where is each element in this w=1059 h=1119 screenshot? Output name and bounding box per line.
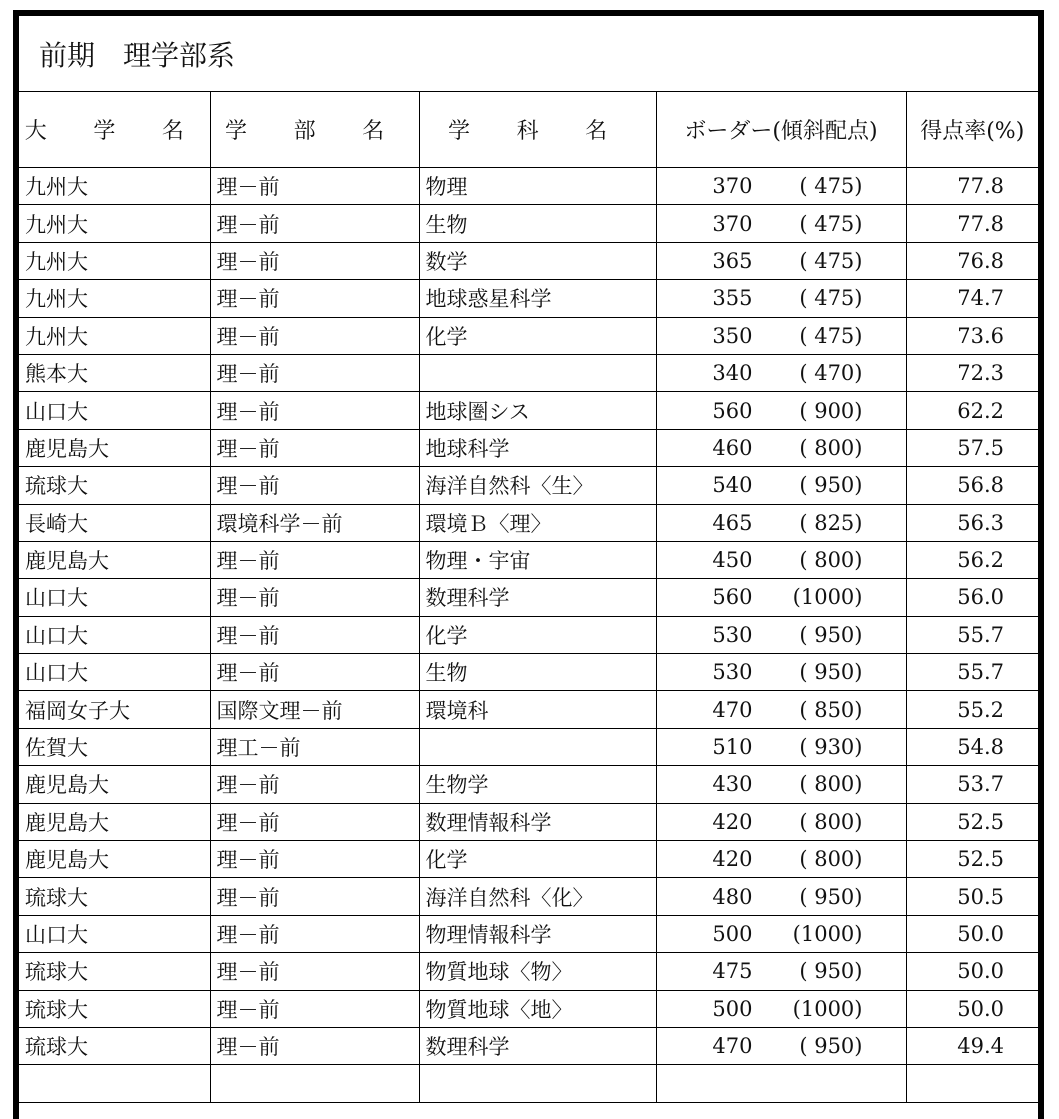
border-score: 470 xyxy=(712,1034,753,1059)
max-score: ( 850) xyxy=(799,697,863,722)
cell-border xyxy=(656,803,906,840)
cell-university: 山口大 xyxy=(19,392,210,429)
cell-border xyxy=(656,579,906,616)
cell-faculty: 理－前 xyxy=(210,205,419,242)
cell-rate: 53.7 xyxy=(906,766,1038,803)
header-department: 学 科 名 xyxy=(419,92,656,168)
max-score: ( 800) xyxy=(799,809,863,834)
border-score: 420 xyxy=(712,809,753,834)
cell-rate: 55.7 xyxy=(906,654,1038,691)
cell-rate: 49.4 xyxy=(906,1027,1038,1064)
border-score: 475 xyxy=(712,959,753,984)
cell-rate: 74.7 xyxy=(906,280,1038,317)
cell-university: 鹿児島大 xyxy=(19,841,210,878)
table-row xyxy=(19,504,1038,541)
max-score: ( 475) xyxy=(799,286,863,311)
cell-university: 鹿児島大 xyxy=(19,803,210,840)
border-score: 465 xyxy=(712,510,753,535)
cell-department: 海洋自然科〈化〉 xyxy=(419,878,656,915)
cell-university: 琉球大 xyxy=(19,467,210,504)
cell-faculty: 理－前 xyxy=(210,841,419,878)
cell-rate: 54.8 xyxy=(906,728,1038,765)
table-row xyxy=(19,205,1038,242)
cell-rate: 76.8 xyxy=(906,242,1038,279)
cell-border xyxy=(656,354,906,391)
table-row xyxy=(19,579,1038,616)
cell-university: 山口大 xyxy=(19,654,210,691)
cell-department: 生物学 xyxy=(419,766,656,803)
cell-faculty: 理－前 xyxy=(210,616,419,653)
cell-department: 化学 xyxy=(419,841,656,878)
max-score: ( 800) xyxy=(799,847,863,872)
cell-department: 地球科学 xyxy=(419,429,656,466)
header-university: 大 学 名 xyxy=(19,92,210,168)
table-row xyxy=(19,280,1038,317)
cell-border xyxy=(656,654,906,691)
cell-department: 海洋自然科〈生〉 xyxy=(419,467,656,504)
border-score: 510 xyxy=(712,735,753,760)
cell-rate: 77.8 xyxy=(906,205,1038,242)
header-rate: 得点率(%) xyxy=(906,92,1038,168)
max-score: (1000) xyxy=(792,996,863,1021)
max-score: ( 950) xyxy=(799,884,863,909)
cell-rate: 57.5 xyxy=(906,429,1038,466)
header-faculty: 学 部 名 xyxy=(210,92,419,168)
cell-university: 鹿児島大 xyxy=(19,541,210,578)
cell-department: 生物 xyxy=(419,654,656,691)
max-score: ( 950) xyxy=(799,660,863,685)
cell-border xyxy=(656,691,906,728)
table-row xyxy=(19,242,1038,279)
cell-border xyxy=(656,915,906,952)
cell-border xyxy=(656,504,906,541)
max-score: ( 930) xyxy=(799,735,863,760)
table-row xyxy=(19,392,1038,429)
border-score: 530 xyxy=(712,622,753,647)
cell-rate: 56.8 xyxy=(906,467,1038,504)
max-score: ( 470) xyxy=(799,361,863,386)
cell-department: 数理科学 xyxy=(419,579,656,616)
cell-department: 物理 xyxy=(419,168,656,205)
cell-department: 化学 xyxy=(419,616,656,653)
border-score: 460 xyxy=(712,435,753,460)
border-score: 340 xyxy=(712,361,753,386)
cell-border xyxy=(656,168,906,205)
cell-border xyxy=(656,953,906,990)
cell-rate: 50.5 xyxy=(906,878,1038,915)
cell-rate: 50.0 xyxy=(906,915,1038,952)
table-row xyxy=(19,1027,1038,1064)
cell-border xyxy=(656,1065,906,1102)
cell-border xyxy=(656,990,906,1027)
max-score: ( 800) xyxy=(799,772,863,797)
border-score: 560 xyxy=(712,585,753,610)
table-row xyxy=(19,803,1038,840)
cell-faculty: 国際文理－前 xyxy=(210,691,419,728)
cell-department: 化学 xyxy=(419,317,656,354)
cell-rate: 72.3 xyxy=(906,354,1038,391)
cell-border xyxy=(656,242,906,279)
cell-university: 九州大 xyxy=(19,168,210,205)
cell-border xyxy=(656,205,906,242)
cell-border xyxy=(656,541,906,578)
page-title: 前期 理学部系 xyxy=(19,16,1038,92)
border-score: 365 xyxy=(712,248,753,273)
cell-department: 環境科 xyxy=(419,691,656,728)
max-score: (1000) xyxy=(792,585,863,610)
cell-faculty: 理－前 xyxy=(210,766,419,803)
cell-rate: 56.0 xyxy=(906,579,1038,616)
cell-university: 鹿児島大 xyxy=(19,429,210,466)
table-row xyxy=(19,990,1038,1027)
border-score-table xyxy=(19,92,1038,1103)
cell-faculty: 理－前 xyxy=(210,429,419,466)
border-score: 470 xyxy=(712,697,753,722)
cell-faculty: 理－前 xyxy=(210,953,419,990)
cell-faculty: 理－前 xyxy=(210,579,419,616)
table-row xyxy=(19,841,1038,878)
cell-faculty: 環境科学－前 xyxy=(210,504,419,541)
table-row xyxy=(19,317,1038,354)
cell-university: 琉球大 xyxy=(19,953,210,990)
max-score: ( 950) xyxy=(799,473,863,498)
max-score: ( 800) xyxy=(799,435,863,460)
cell-university: 熊本大 xyxy=(19,354,210,391)
cell-faculty xyxy=(210,1065,419,1102)
cell-border xyxy=(656,878,906,915)
cell-university: 山口大 xyxy=(19,579,210,616)
table-row xyxy=(19,766,1038,803)
cell-department: 物質地球〈物〉 xyxy=(419,953,656,990)
cell-university: 九州大 xyxy=(19,280,210,317)
max-score: ( 825) xyxy=(799,510,863,535)
cell-department: 環境Ｂ〈理〉 xyxy=(419,504,656,541)
cell-border xyxy=(656,728,906,765)
table-row xyxy=(19,541,1038,578)
border-score: 355 xyxy=(712,286,753,311)
border-score: 480 xyxy=(712,884,753,909)
cell-department xyxy=(419,354,656,391)
max-score: ( 950) xyxy=(799,622,863,647)
cell-university: 琉球大 xyxy=(19,1027,210,1064)
border-score: 500 xyxy=(712,996,753,1021)
cell-department xyxy=(419,1065,656,1102)
cell-department xyxy=(419,728,656,765)
cell-faculty: 理－前 xyxy=(210,317,419,354)
border-score: 540 xyxy=(712,473,753,498)
max-score: ( 475) xyxy=(799,323,863,348)
cell-rate: 50.0 xyxy=(906,990,1038,1027)
table-row xyxy=(19,691,1038,728)
cell-faculty: 理－前 xyxy=(210,541,419,578)
border-score: 370 xyxy=(712,211,753,236)
cell-border xyxy=(656,429,906,466)
border-score: 450 xyxy=(712,548,753,573)
cell-university: 福岡女子大 xyxy=(19,691,210,728)
header-border: ボーダー(傾斜配点) xyxy=(656,92,906,168)
cell-faculty: 理－前 xyxy=(210,654,419,691)
cell-department: 地球惑星科学 xyxy=(419,280,656,317)
header-row xyxy=(19,92,1038,168)
cell-department: 生物 xyxy=(419,205,656,242)
cell-university: 山口大 xyxy=(19,616,210,653)
cell-university: 琉球大 xyxy=(19,878,210,915)
table-row xyxy=(19,915,1038,952)
cell-rate: 62.2 xyxy=(906,392,1038,429)
table-row xyxy=(19,1065,1038,1102)
cell-department: 地球圏シス xyxy=(419,392,656,429)
cell-faculty: 理－前 xyxy=(210,915,419,952)
cell-faculty: 理－前 xyxy=(210,242,419,279)
cell-rate xyxy=(906,1065,1038,1102)
cell-rate: 50.0 xyxy=(906,953,1038,990)
border-score: 350 xyxy=(712,323,753,348)
cell-department: 数理情報科学 xyxy=(419,803,656,840)
table-row xyxy=(19,953,1038,990)
cell-border xyxy=(656,467,906,504)
cell-department: 数学 xyxy=(419,242,656,279)
cell-border xyxy=(656,766,906,803)
cell-border xyxy=(656,616,906,653)
cell-faculty: 理－前 xyxy=(210,392,419,429)
cell-rate: 55.2 xyxy=(906,691,1038,728)
cell-border xyxy=(656,841,906,878)
cell-faculty: 理－前 xyxy=(210,878,419,915)
cell-faculty: 理－前 xyxy=(210,1027,419,1064)
cell-faculty: 理工－前 xyxy=(210,728,419,765)
cell-rate: 52.5 xyxy=(906,841,1038,878)
max-score: ( 950) xyxy=(799,1034,863,1059)
table-row xyxy=(19,429,1038,466)
cell-rate: 77.8 xyxy=(906,168,1038,205)
cell-university: 九州大 xyxy=(19,317,210,354)
table-row xyxy=(19,354,1038,391)
border-score: 530 xyxy=(712,660,753,685)
cell-rate: 56.3 xyxy=(906,504,1038,541)
cell-department: 物理情報科学 xyxy=(419,915,656,952)
table-frame xyxy=(13,10,1044,1119)
cell-rate: 52.5 xyxy=(906,803,1038,840)
border-score: 420 xyxy=(712,847,753,872)
cell-rate: 73.6 xyxy=(906,317,1038,354)
cell-department: 物質地球〈地〉 xyxy=(419,990,656,1027)
table-row xyxy=(19,654,1038,691)
max-score: ( 475) xyxy=(799,174,863,199)
cell-university: 鹿児島大 xyxy=(19,766,210,803)
max-score: ( 800) xyxy=(799,548,863,573)
cell-border xyxy=(656,1027,906,1064)
cell-rate: 55.7 xyxy=(906,616,1038,653)
cell-border xyxy=(656,317,906,354)
border-score: 370 xyxy=(712,174,753,199)
max-score: (1000) xyxy=(792,922,863,946)
cell-department: 数理科学 xyxy=(419,1027,656,1064)
border-score: 430 xyxy=(712,772,753,797)
cell-university: 山口大 xyxy=(19,915,210,952)
table-row xyxy=(19,728,1038,765)
table-row xyxy=(19,168,1038,205)
cell-university xyxy=(19,1065,210,1102)
table-row xyxy=(19,467,1038,504)
cell-border xyxy=(656,392,906,429)
cell-department: 物理・宇宙 xyxy=(419,541,656,578)
cell-university: 長崎大 xyxy=(19,504,210,541)
table-row xyxy=(19,878,1038,915)
cell-border xyxy=(656,280,906,317)
cell-rate: 56.2 xyxy=(906,541,1038,578)
cell-faculty: 理－前 xyxy=(210,168,419,205)
cell-faculty: 理－前 xyxy=(210,990,419,1027)
table-row xyxy=(19,616,1038,653)
cell-university: 九州大 xyxy=(19,205,210,242)
max-score: ( 950) xyxy=(799,959,863,984)
cell-university: 佐賀大 xyxy=(19,728,210,765)
cell-faculty: 理－前 xyxy=(210,803,419,840)
border-score: 560 xyxy=(712,398,753,423)
max-score: ( 900) xyxy=(799,398,863,423)
cell-university: 九州大 xyxy=(19,242,210,279)
cell-university: 琉球大 xyxy=(19,990,210,1027)
cell-faculty: 理－前 xyxy=(210,467,419,504)
cell-faculty: 理－前 xyxy=(210,280,419,317)
max-score: ( 475) xyxy=(799,248,863,273)
cell-faculty: 理－前 xyxy=(210,354,419,391)
max-score: ( 475) xyxy=(799,211,863,236)
border-score: 500 xyxy=(712,922,753,946)
